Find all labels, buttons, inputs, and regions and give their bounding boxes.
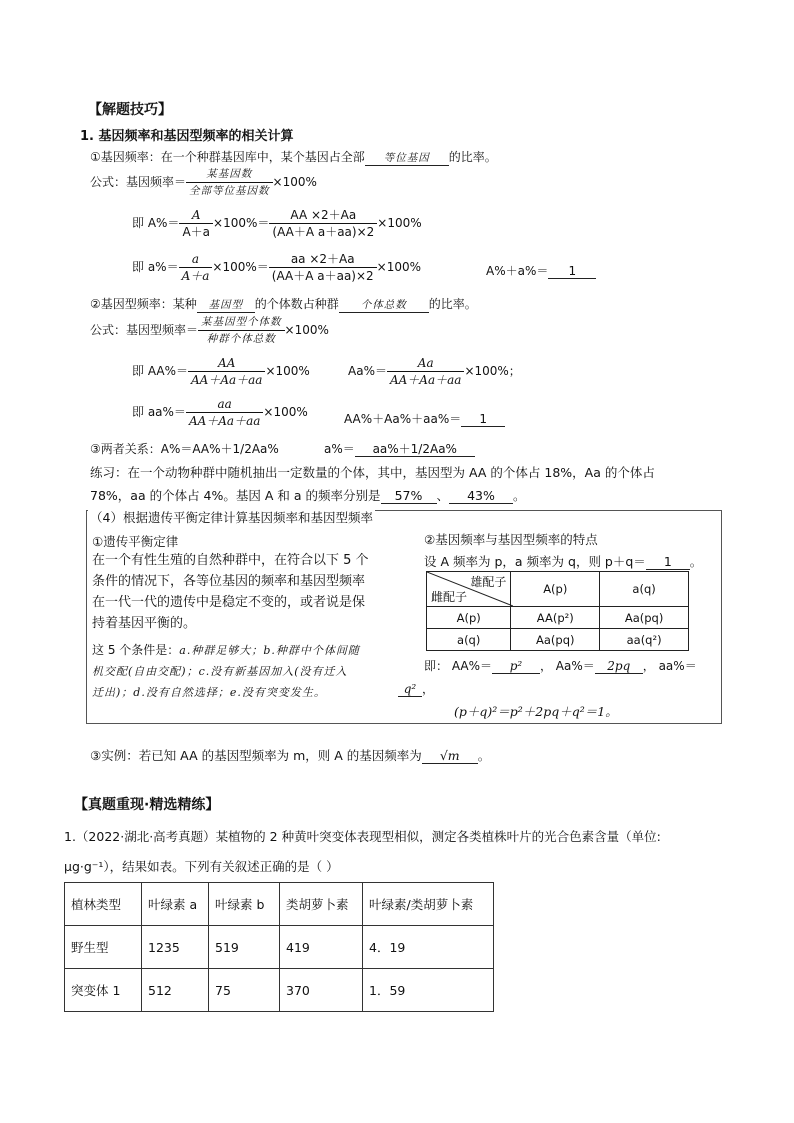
text: 设 A 频率为 p，a 频率为 q，则 p＋q＝ xyxy=(424,554,646,569)
text: AA%＋Aa%＋aa%＝ xyxy=(344,412,462,426)
text: ③两者关系：A%＝AA%＋1/2Aa% xyxy=(90,442,279,456)
pigment-table xyxy=(64,882,494,1012)
table-cell: 419 xyxy=(280,926,363,969)
relation-a xyxy=(324,440,475,457)
text: a%＝ xyxy=(324,442,355,456)
text: 。 xyxy=(689,554,703,569)
text: 的比率。 xyxy=(428,297,477,311)
table-cell: 75 xyxy=(209,969,280,1012)
text: 即 AA%＝ xyxy=(132,364,188,378)
table-cell: 突变体 1 xyxy=(65,969,142,1012)
denominator: AA＋Aa＋aa xyxy=(188,414,261,428)
text-line: 机交配(自由交配)；c.没有新基因加入(没有迁入 xyxy=(92,665,348,678)
blank-answer: 个体总数 xyxy=(339,298,429,313)
denominator: A＋a xyxy=(181,269,210,283)
sum-A-a xyxy=(486,262,596,279)
genotype-results-cont xyxy=(398,680,434,697)
blank-answer: 1 xyxy=(548,264,596,279)
blank-answer: 1 xyxy=(646,555,690,570)
text: 78%，aa 的个体占 4%。基因 A 和 a 的频率分别是 xyxy=(90,488,381,503)
text: Aa%＝ xyxy=(348,364,387,378)
text: ①基因频率：在一个种群基因库中，某个基因占全部 xyxy=(90,150,365,164)
table-cell: Aa(pq) xyxy=(600,607,689,629)
text: 即： AA%＝ xyxy=(424,659,492,673)
fraction xyxy=(269,207,377,240)
text: 。 xyxy=(513,488,526,503)
numerator: aa ×2＋Aa xyxy=(269,251,377,268)
table-corner-cell xyxy=(427,572,511,607)
gene-frequency-definition xyxy=(90,148,497,166)
text: 即 aa%＝ xyxy=(132,405,186,419)
denominator: 全部等位基因数 xyxy=(189,185,270,197)
heading-gene-frequency: 1. 基因频率和基因型频率的相关计算 xyxy=(80,129,294,144)
text: 这 5 个条件是： xyxy=(92,643,180,657)
fraction xyxy=(186,166,273,199)
denominator: 种群个体总数 xyxy=(206,333,276,345)
blank-answer: q² xyxy=(398,682,422,697)
column-header: 叶绿素 a xyxy=(142,883,209,926)
text: 、 xyxy=(436,488,450,503)
table-header-row xyxy=(65,883,494,926)
text: ②基因型频率：某种 xyxy=(90,297,197,311)
fraction xyxy=(179,251,213,284)
fraction xyxy=(179,207,213,240)
genotype-frequency-definition xyxy=(90,295,477,313)
denominator: AA＋Aa＋aa xyxy=(389,373,462,387)
numerator: A xyxy=(179,207,213,224)
table-row xyxy=(427,607,689,629)
blank-answer: 等位基因 xyxy=(365,151,449,166)
numerator: AA ×2＋Aa xyxy=(269,207,377,224)
conditions-text xyxy=(92,640,360,703)
table-row xyxy=(65,969,494,1012)
text: 公式：基因频率＝ xyxy=(90,175,187,189)
text: 的比率。 xyxy=(448,150,497,164)
text: ， xyxy=(422,682,435,696)
column-header: A(p) xyxy=(511,572,600,607)
table-cell: 4．19 xyxy=(363,926,494,969)
corner-top-label: 雄配子 xyxy=(470,575,507,589)
denominator: AA＋Aa＋aa xyxy=(190,373,263,387)
table-row xyxy=(65,926,494,969)
table-cell: AA(p²) xyxy=(511,607,600,629)
table-cell: 野生型 xyxy=(65,926,142,969)
fraction xyxy=(269,251,377,284)
blank-answer: 1 xyxy=(461,412,505,427)
table-row xyxy=(427,629,689,651)
text: ×100%； xyxy=(464,364,521,378)
section-header-exam: 【真题重现·精选精练】 xyxy=(74,797,220,813)
text-line: 持着基因平衡的。 xyxy=(92,616,197,631)
table-cell: 370 xyxy=(280,969,363,1012)
features-intro xyxy=(424,552,702,570)
text-line: 条件的情况下，各等位基因的频率和基因型频率 xyxy=(92,574,366,589)
practice-line-2 xyxy=(90,486,526,504)
text-line: 在一代一代的遗传中是稳定不变的，或者说是保 xyxy=(92,595,366,610)
text: a.种群足够大；b.种群中个体间随 xyxy=(179,644,360,657)
text: 即 A%＝ xyxy=(132,216,180,230)
column-header: a(q) xyxy=(600,572,689,607)
text: ， Aa%＝ xyxy=(539,659,595,673)
formula-aa-percent xyxy=(132,396,308,429)
row-header: a(q) xyxy=(427,629,511,651)
gene-frequency-formula xyxy=(90,166,317,199)
fraction xyxy=(198,314,285,347)
blank-answer: 57% xyxy=(381,489,437,504)
relation-line xyxy=(90,440,279,457)
column-header: 植林类型 xyxy=(65,883,142,926)
formula-a-percent xyxy=(132,251,421,284)
numerator: Aa xyxy=(387,355,464,372)
formula-A-percent xyxy=(132,207,422,240)
column-header: 叶绿素 b xyxy=(209,883,280,926)
punnett-table xyxy=(426,571,689,651)
features-title: ②基因频率与基因型频率的特点 xyxy=(424,532,598,547)
table-cell: Aa(pq) xyxy=(511,629,600,651)
genotype-frequency-formula xyxy=(90,314,329,347)
table-cell: 1235 xyxy=(142,926,209,969)
sum-genotypes xyxy=(344,410,505,427)
question-line-2: μg·g⁻¹），结果如表。下列有关叙述正确的是（ ） xyxy=(64,859,339,874)
blank-answer: 基因型 xyxy=(197,298,255,313)
text: ×100% xyxy=(265,364,310,378)
text: ×100% xyxy=(272,175,317,189)
blank-answer: √m xyxy=(422,749,478,764)
numerator: AA xyxy=(188,355,265,372)
text: ， aa%＝ xyxy=(642,659,697,673)
text: 即 a%＝ xyxy=(132,260,179,274)
fraction xyxy=(186,396,263,429)
text: ×100% xyxy=(284,323,329,337)
numerator: aa xyxy=(186,396,263,413)
section-header-tips: 【解题技巧】 xyxy=(88,102,172,118)
numerator: a xyxy=(179,251,213,268)
column-header: 类胡萝卜素 xyxy=(280,883,363,926)
formula-Aa-percent xyxy=(348,355,521,388)
fraction xyxy=(387,355,464,388)
equilibrium-law-title: ①遗传平衡定律 xyxy=(92,534,179,549)
numerator: 某基因数 xyxy=(186,166,273,183)
example-line xyxy=(90,746,490,764)
denominator: A＋a xyxy=(182,225,211,239)
text: 的个体数占种群 xyxy=(254,297,339,311)
formula-AA-percent xyxy=(132,355,310,388)
text: A%＋a%＝ xyxy=(486,264,549,278)
text: ③实例：若已知 AA 的基因型频率为 m，则 A 的基因频率为 xyxy=(90,748,422,763)
corner-bottom-label: 雌配子 xyxy=(431,590,468,604)
text: ×100% xyxy=(376,260,422,274)
text-line: 迁出)；d.没有自然选择；e.没有突变发生。 xyxy=(92,686,326,699)
text: ×100%＝ xyxy=(212,260,269,274)
identity-equation: (p＋q)²＝p²＋2pq＋q²＝1。 xyxy=(454,704,618,719)
table-cell: 519 xyxy=(209,926,280,969)
table-cell: aa(q²) xyxy=(600,629,689,651)
genotype-results xyxy=(424,657,697,674)
question-line-1: 1.（2022·湖北·高考真题）某植物的 2 种黄叶突变体表现型相似，测定各类植株叶片的光合色素含量（单位: xyxy=(64,829,661,844)
column-header: 叶绿素/类胡萝卜素 xyxy=(363,883,494,926)
practice-line-1: 练习：在一个动物种群中随机抽出一定数量的个体，其中，基因型为 AA 的个体占 18%，Aa 的个体占 xyxy=(90,465,655,480)
numerator: 某基因型个体数 xyxy=(198,314,285,331)
text: ×100%＝ xyxy=(213,216,270,230)
blank-answer: 2pq xyxy=(595,659,643,674)
table-cell: 1．59 xyxy=(363,969,494,1012)
row-header: A(p) xyxy=(427,607,511,629)
text-line: 在一个有性生殖的自然种群中，在符合以下 5 个 xyxy=(92,553,369,568)
blank-answer: 43% xyxy=(449,489,513,504)
text: ×100% xyxy=(377,216,422,230)
denominator: (AA＋A a＋aa)×2 xyxy=(272,225,375,239)
denominator: (AA＋A a＋aa)×2 xyxy=(271,269,374,283)
section4-heading: （4）根据遗传平衡定律计算基因频率和基因型频率 xyxy=(90,510,373,525)
fraction xyxy=(188,355,265,388)
text: ×100% xyxy=(263,405,308,419)
blank-answer: aa%＋1/2Aa% xyxy=(355,442,475,457)
text: 。 xyxy=(477,748,491,763)
blank-answer: p² xyxy=(492,659,540,674)
table-cell: 512 xyxy=(142,969,209,1012)
equilibrium-law-text xyxy=(92,550,369,634)
text: 公式：基因型频率＝ xyxy=(90,323,199,337)
